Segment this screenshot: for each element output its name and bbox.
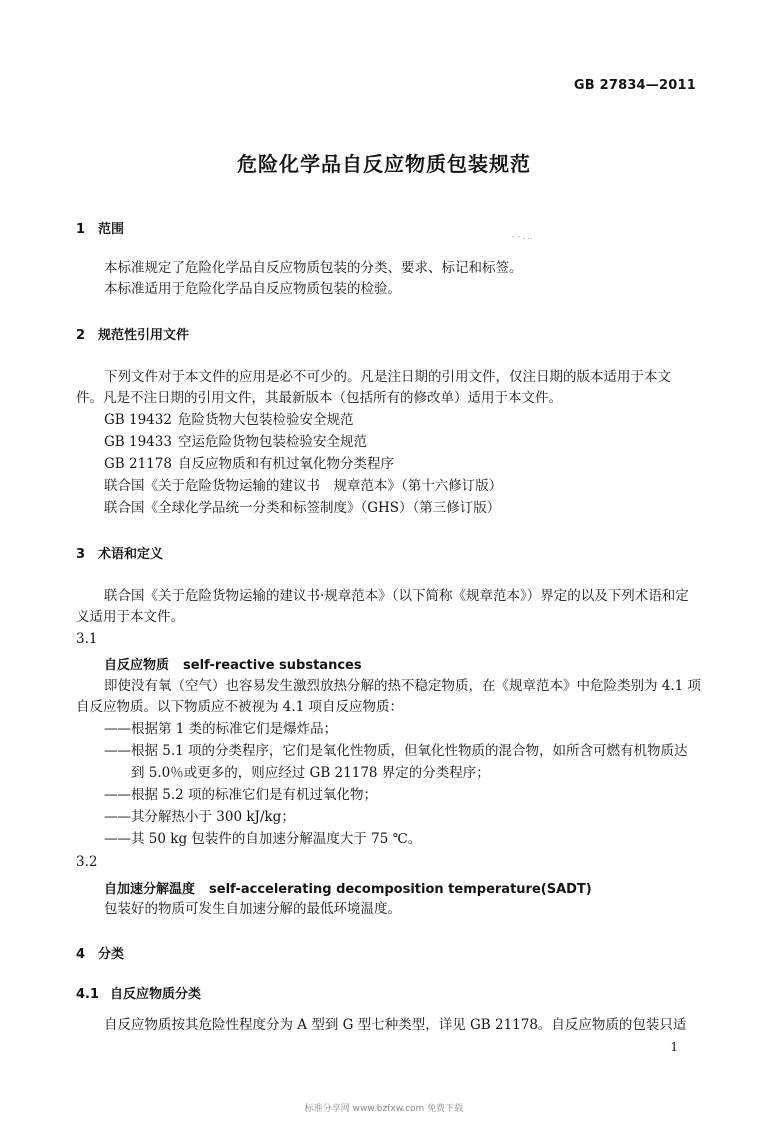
- list-item: ——其分解热小于 300 kJ/kg；: [104, 809, 295, 825]
- section-heading-text: 术语和定义: [98, 547, 164, 562]
- watermark-footer: 标准分享网 www.bzfxw.com 免费下载: [304, 1104, 464, 1114]
- term-chinese: 自反应物质: [104, 658, 170, 673]
- subsection-heading-text: 自反应物质分类: [110, 987, 202, 1002]
- paragraph: 联合国《关于危险货物运输的建议书·规章范本》（以下简称《规章范本》）界定的以及下列术语和定: [104, 588, 689, 604]
- reference-title: 危险货物大包装检验安全规范: [178, 412, 354, 428]
- section-heading-text: 分类: [98, 947, 125, 962]
- document-number: GB 27834—2011: [573, 78, 696, 93]
- reference-item: [104, 410, 354, 430]
- definition: 即使没有氧（空气）也容易发生激烈放热分解的热不稳定物质，在《规章范本》中危险类别为 4.1 项: [104, 678, 702, 694]
- definition: 包装好的物质可发生自加速分解的最低环境温度。: [104, 901, 401, 917]
- reference-code: GB 19433: [104, 434, 172, 450]
- reference-title: 自反应物质和有机过氧化物分类程序: [178, 456, 394, 472]
- section-1-heading: [76, 218, 124, 237]
- paragraph: 义适用于本文件。: [76, 609, 184, 625]
- term-number: 3.1: [76, 631, 98, 647]
- section-4-heading: [76, 943, 124, 962]
- reference-code: GB 21178: [104, 456, 172, 472]
- term-heading: [104, 654, 362, 673]
- term-heading: [104, 878, 592, 897]
- paragraph: 本标准规定了危险化学品自反应物质包装的分类、要求、标记和标签。: [104, 260, 523, 276]
- section-heading-text: 规范性引用文件: [98, 328, 190, 343]
- term-chinese: 自加速分解温度: [104, 882, 196, 897]
- list-item-continuation: 到 5.0％或更多的，则应经过 GB 21178 界定的分类程序；: [131, 765, 490, 781]
- subsection-4-1-heading: [76, 983, 201, 1002]
- list-item: ——根据 5.2 项的标准它们是有机过氧化物；: [104, 787, 378, 803]
- section-number: 4: [76, 947, 86, 962]
- term-english: self-reactive substances: [183, 658, 362, 673]
- reference-item: 联合国《全球化学品统一分类和标签制度》（GHS）（第三修订版）: [104, 500, 501, 516]
- paragraph: 本标准适用于危险化学品自反应物质包装的检验。: [104, 281, 401, 297]
- paragraph: 自反应物质按其危险性程度分为 A 型到 G 型七种类型，详见 GB 21178。自反应物质的包装只适: [104, 1017, 687, 1033]
- term-english: self-accelerating decomposition temperature(SADT): [209, 882, 592, 897]
- section-3-heading: [76, 543, 163, 562]
- list-item: ——根据第 1 类的标准它们是爆炸品；: [104, 721, 338, 737]
- term-number: 3.2: [76, 854, 98, 870]
- reference-item: [104, 454, 394, 474]
- scan-specks: - ‐ . ..: [512, 232, 533, 241]
- paragraph: 件。凡是不注日期的引用文件，其最新版本（包括所有的修改单）适用于本文件。: [76, 390, 562, 406]
- section-heading-text: 范围: [98, 222, 125, 237]
- reference-item: 联合国《关于危险货物运输的建议书 规章范本》（第十六修订版）: [104, 478, 503, 494]
- page-number: 1: [670, 1040, 678, 1054]
- list-item: ——根据 5.1 项的分类程序，它们是氧化性物质，但氧化性物质的混合物，如所含可燃有机物质达: [104, 743, 688, 759]
- list-item: ——其 50 kg 包装件的自加速分解温度大于 75 ℃。: [104, 831, 422, 847]
- paragraph: 下列文件对于本文件的应用是必不可少的。凡是注日期的引用文件，仅注日期的版本适用于本文: [104, 369, 671, 385]
- subsection-number: 4.1: [76, 987, 100, 1002]
- document-title: 危险化学品自反应物质包装规范: [237, 152, 531, 176]
- reference-item: [104, 432, 367, 452]
- reference-title: 空运危险货物包装检验安全规范: [178, 434, 367, 450]
- reference-code: GB 19432: [104, 412, 172, 428]
- section-number: 2: [76, 328, 86, 343]
- definition: 自反应物质。以下物质应不被视为 4.1 项自反应物质：: [76, 699, 404, 715]
- section-number: 3: [76, 547, 86, 562]
- section-number: 1: [76, 222, 86, 237]
- section-2-heading: [76, 324, 189, 343]
